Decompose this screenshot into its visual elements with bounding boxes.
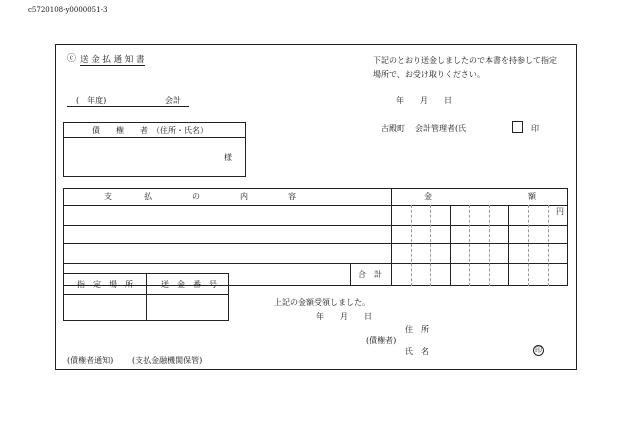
yen-unit: 円	[556, 207, 564, 216]
document-id: c5720108-y0000051-3	[28, 6, 108, 14]
creditor-paren-label: (債権者)	[366, 336, 397, 345]
remittance-number-header: 送 金 番 号	[161, 280, 217, 289]
footer-bank-storage: (支払金融機関保管)	[132, 356, 203, 365]
form-title: 送 金 払 通 知 書	[80, 55, 145, 65]
honorific-sama: 様	[224, 153, 232, 162]
seal-stamp-icon	[512, 121, 523, 133]
manager-label: 会計管理者(氏	[415, 124, 467, 133]
content-header: 支 払 の 内 容	[104, 192, 296, 201]
notice-line-2: 場所で、お受け取りください。	[373, 70, 485, 79]
total-label: 合 計	[358, 270, 382, 279]
payment-table	[63, 188, 568, 286]
town-label: 古殿町	[381, 124, 405, 133]
title-mark-icon: ⓒ	[67, 54, 77, 64]
account-label: 会計	[165, 96, 181, 105]
address-label: 住 所	[405, 325, 429, 334]
seal-label: 印	[531, 124, 539, 133]
amount-header-left: 金	[424, 192, 432, 201]
seal-mark-icon: 印	[535, 346, 542, 354]
creditor-header: 債 権 者 （住所・氏名）	[92, 126, 208, 135]
fiscal-year-account-underline	[67, 106, 189, 107]
name-label: 氏 名	[405, 347, 429, 356]
footer-creditor-notice: (債権者通知)	[67, 356, 114, 365]
designated-place-header: 指 定 場 所	[77, 280, 133, 289]
issue-date-label: 年 月 日	[396, 96, 452, 105]
receipt-text: 上記の金額受領しました。	[274, 298, 370, 307]
amount-header-right: 額	[528, 192, 536, 201]
receipt-date: 年 月 日	[316, 312, 372, 321]
notice-line-1: 下記のとおり送金しましたので本書を持参して指定	[373, 56, 557, 65]
fiscal-year-label: ( 年度)	[76, 96, 107, 105]
